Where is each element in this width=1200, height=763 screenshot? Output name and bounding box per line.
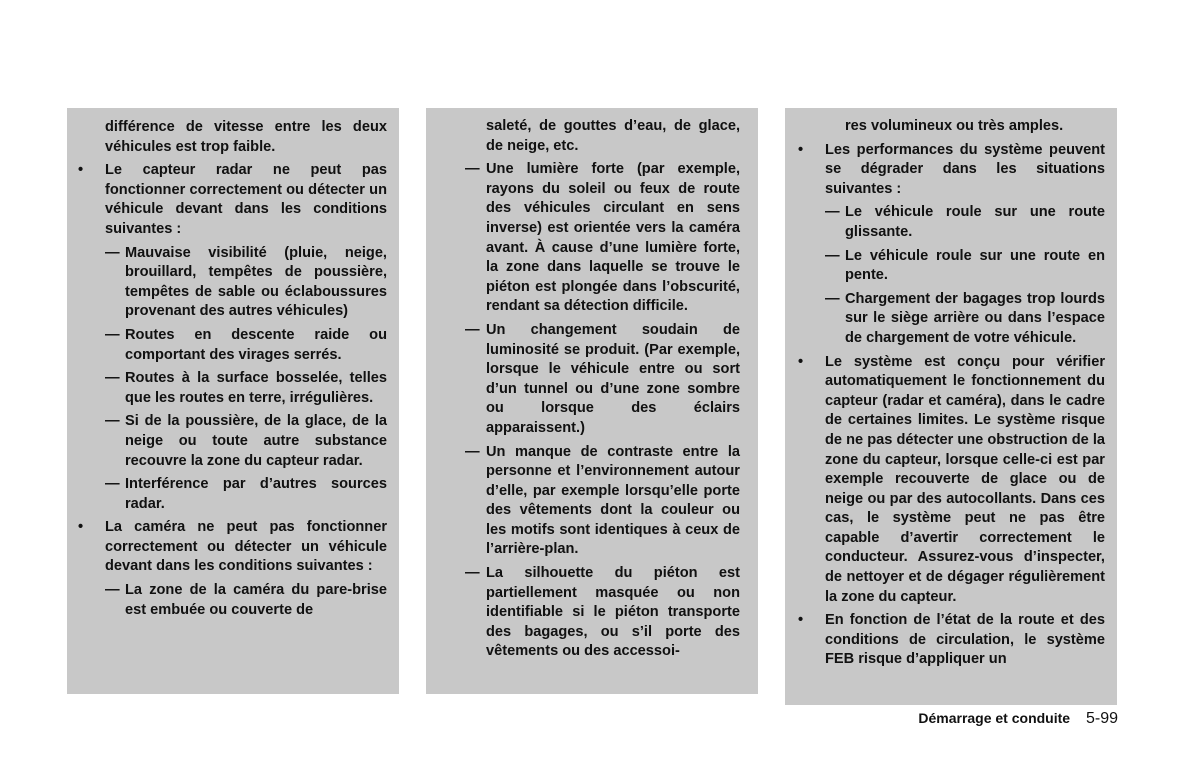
bullet-performance: • Les performances du système peuvent se dégrader dans les situations suivantes : [825, 141, 1105, 200]
text-column-2 [426, 108, 758, 694]
bullet-road-conditions: • En fonction de l’état de la route et des conditions de circulation, le système FEB risque d’appliquer un [825, 611, 1105, 670]
camera-condition-continuation: res volumineux ou très amples. [845, 118, 1064, 134]
bullet-radar-conditions: • Le capteur radar ne peut pas fonctionner correctement ou détecter un véhicule devant dans les conditions suivantes : [105, 161, 387, 239]
camera-condition-item: — Un manque de contraste entre la personne et l’environnement autour d’elle, par exemple lorsqu’elle porte des vêtements dont la couleur ou les motifs sont identiques à ceux de l’arrière-plan. [486, 443, 740, 561]
bullet-system-check: • Le système est conçu pour vérifier automatiquement le fonctionnement du capteur (radar et caméra), dans le cadre de certaines limites. Le système risque de ne pas détecter une obstruction de la zone du capteur, lorsque celle-ci est par exemple recouverte de glace ou de neige ou par des autocollants. Dans ces cas, le système peut ne pas être capable d’avertir correctement le conducteur. Assurez-vous d’inspecter, de nettoyer et de dégager régulièrement la zone du capteur. [825, 353, 1105, 608]
paragraph-continuation: différence de vitesse entre les deux véhicules est trop faible. [105, 119, 387, 155]
bullet-camera-conditions: • La caméra ne peut pas fonctionner correctement ou détecter un véhicule devant dans les conditions suivantes : [105, 518, 387, 577]
performance-condition-item: — Le véhicule roule sur une route en pente. [845, 247, 1105, 286]
camera-condition-item: — Une lumière forte (par exemple, rayons du soleil ou feux de route des véhicules circulant en sens inverse) est orientée vers la caméra avant. À cause d’une lumière forte, la zone dans laquelle se trouve le piéton est plongée dans l’obscurité, rendant sa détection difficile. [486, 160, 740, 317]
page-number: 5-99 [1085, 710, 1118, 727]
camera-condition-continuation: saleté, de gouttes d’eau, de glace, de neige, etc. [486, 118, 740, 154]
radar-condition-item: — Interférence par d’autres sources radar. [125, 475, 387, 514]
performance-condition-item: — Le véhicule roule sur une route glissante. [845, 203, 1105, 242]
radar-condition-item: — Si de la poussière, de la glace, de la neige ou toute autre substance recouvre la zone du capteur radar. [125, 412, 387, 471]
radar-condition-item: — Mauvaise visibilité (pluie, neige, brouillard, tempêtes de poussière, tempêtes de sable ou éclaboussures provenant des autres véhicules) [125, 244, 387, 322]
radar-condition-item: — Routes en descente raide ou comportant des virages serrés. [125, 326, 387, 365]
section-title: Démarrage et conduite [918, 710, 1071, 726]
camera-condition-item: — La zone de la caméra du pare-brise est embuée ou couverte de [125, 581, 387, 620]
text-column-1 [67, 108, 399, 694]
text-column-3 [785, 108, 1117, 705]
radar-condition-item: — Routes à la surface bosselée, telles que les routes en terre, irrégulières. [125, 369, 387, 408]
camera-condition-item: — La silhouette du piéton est partiellement masquée ou non identifiable si le piéton transporte des bagages, ou s’il porte des vêtements ou des accessoi- [486, 564, 740, 662]
performance-condition-item: — Chargement der bagages trop lourds sur le siège arrière ou dans l’espace de chargement de votre véhicule. [845, 290, 1105, 349]
camera-condition-item: — Un changement soudain de luminosité se produit. (Par exemple, lorsque le véhicule entre ou sort d’un tunnel ou d’une zone sombre ou lorsque des éclairs apparaissent.) [486, 321, 740, 439]
page-footer [918, 710, 1118, 728]
